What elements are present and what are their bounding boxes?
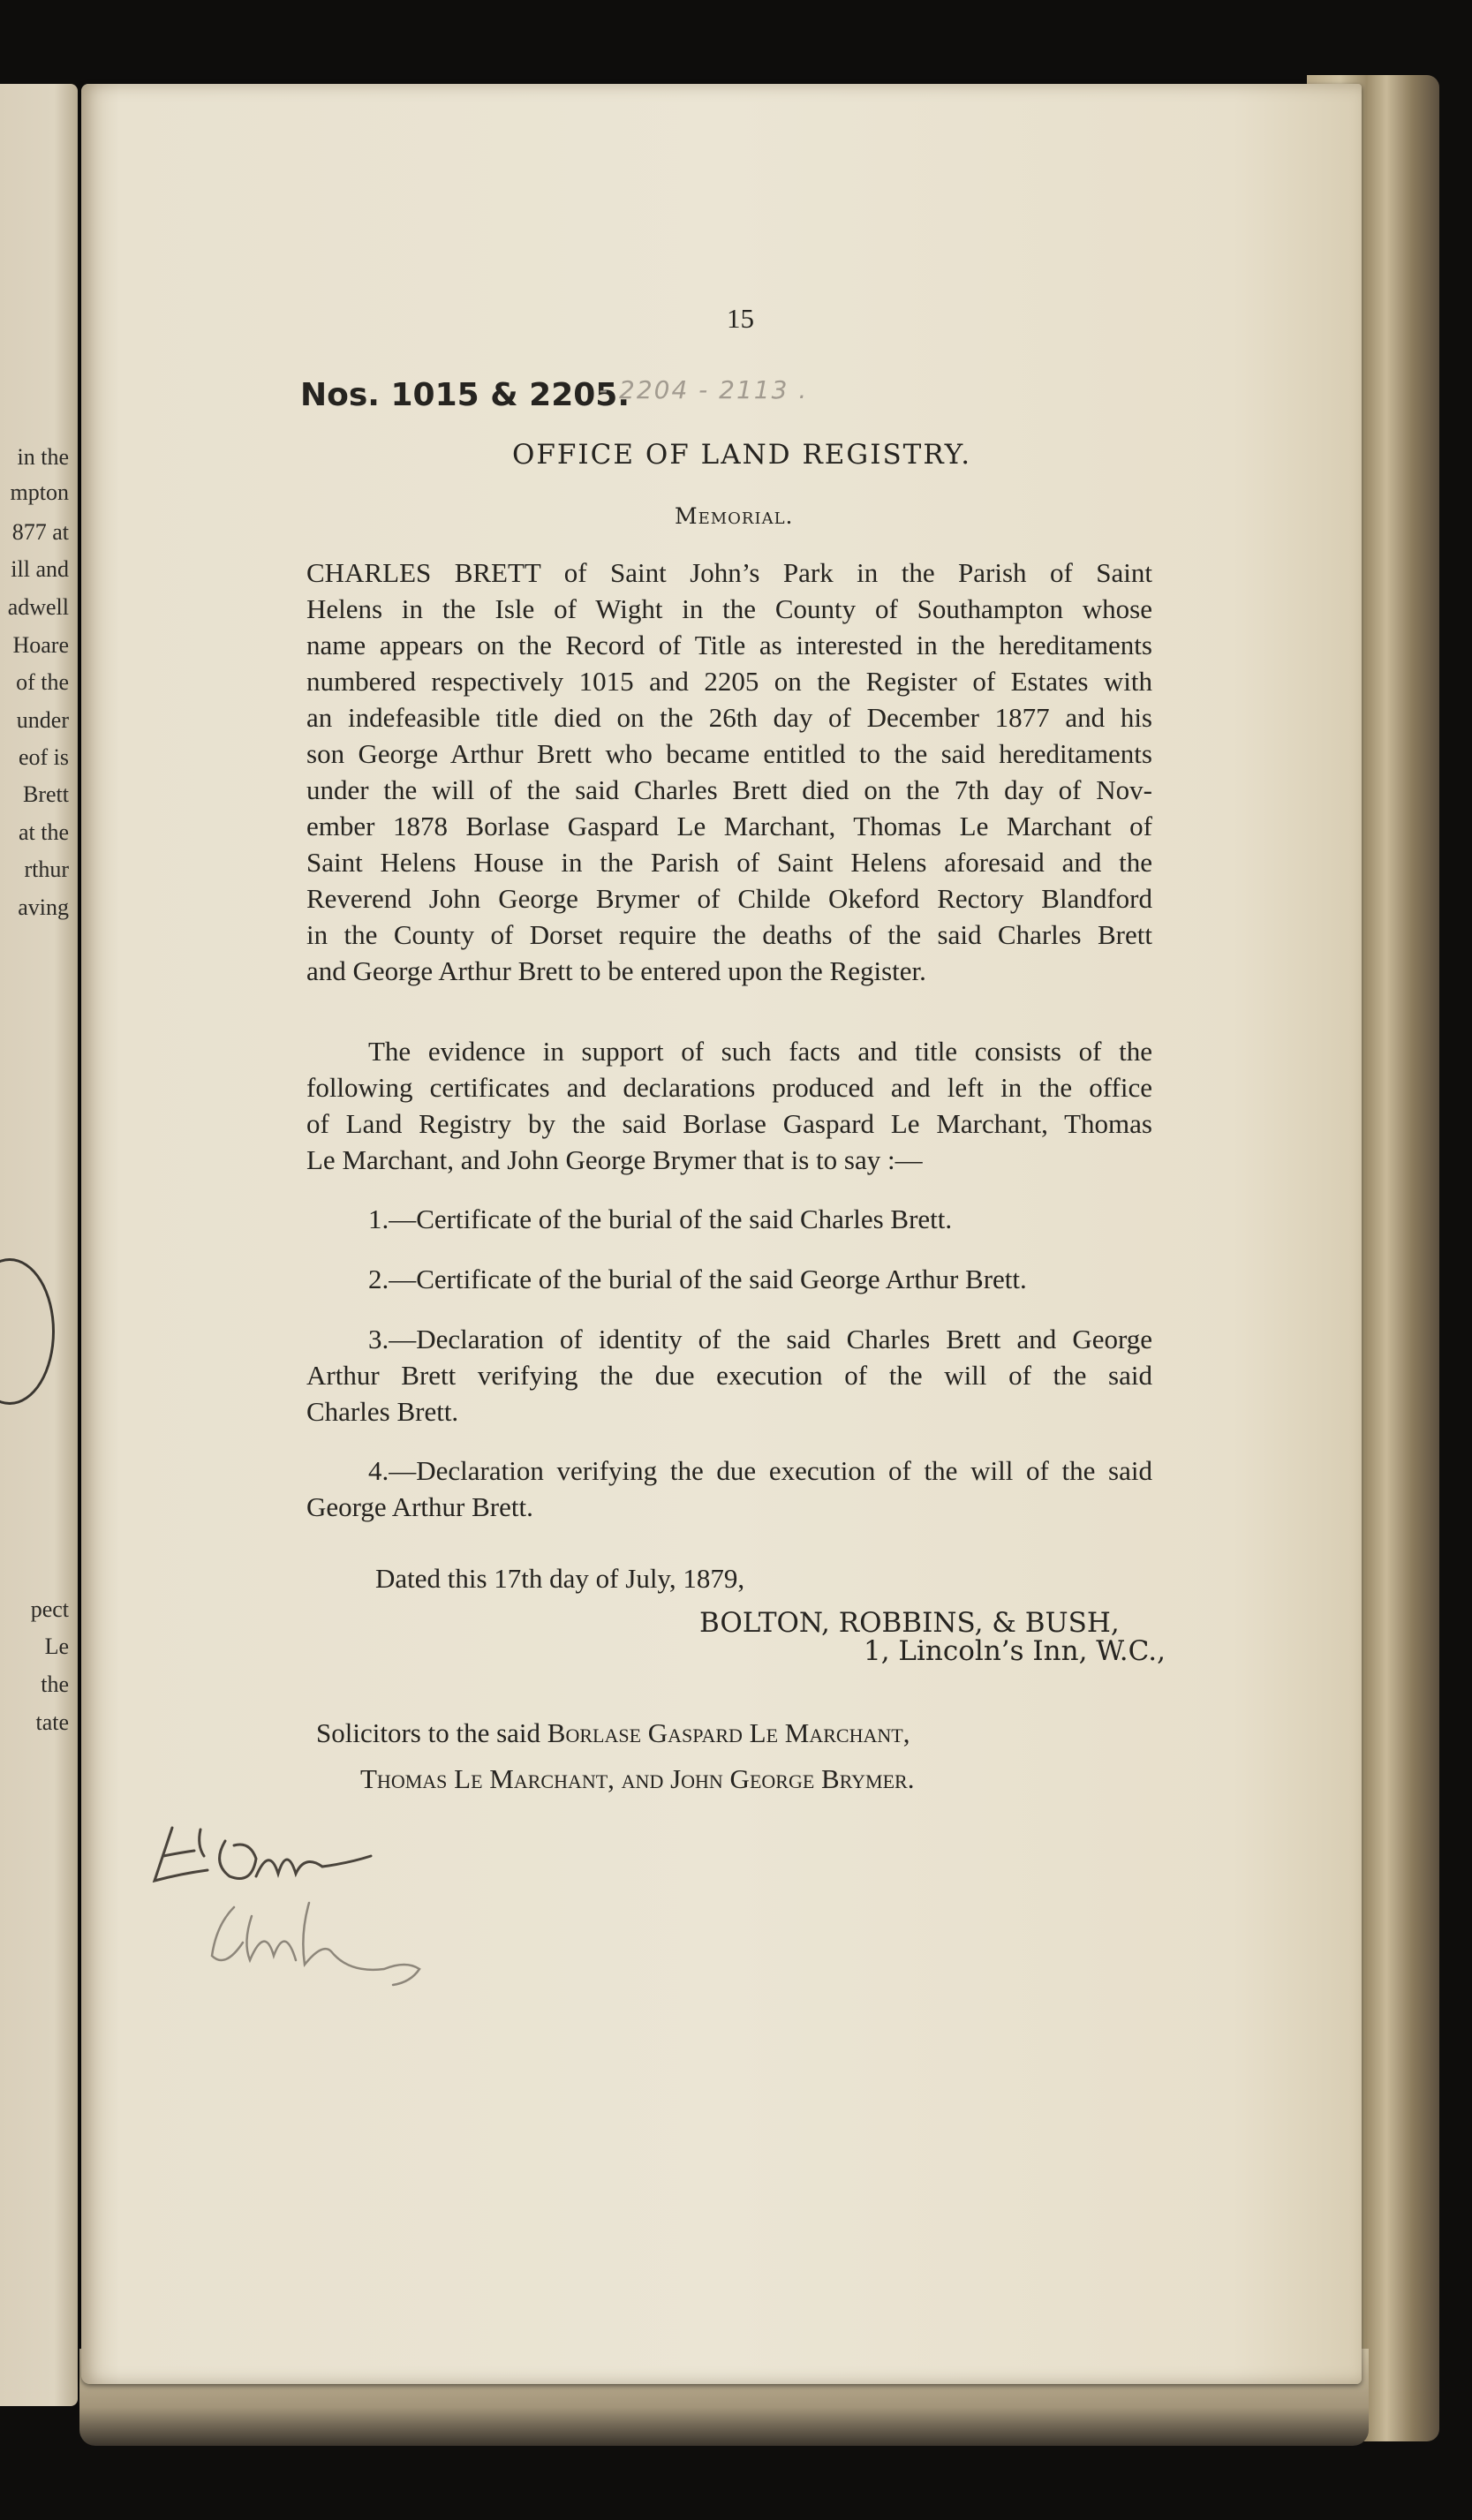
text-line: CHARLES BRETT of Saint John’s Park in the Parish of Saint <box>306 557 1152 588</box>
text-line: Helens in the Isle of Wight in the County of Southampton whose <box>306 593 1152 624</box>
left-page-fragment: in the <box>17 444 69 470</box>
embossed-seal <box>0 1258 55 1405</box>
left-page-fragment: of the <box>16 669 69 695</box>
solicitors-line-2: Thomas Le Marchant, and John George Brymer. <box>360 1763 915 1794</box>
left-page-fragment: rthur <box>24 856 69 882</box>
text-line: Arthur Brett verifying the due execution of the will of the said <box>306 1360 1152 1391</box>
text-line: 2.—Certificate of the burial of the said George Arthur Brett. <box>368 1264 1027 1294</box>
left-page-fragment: at the <box>18 819 69 845</box>
text-line: name appears on the Record of Title as interested in the hereditaments <box>306 630 1152 660</box>
text-line: ember 1878 Borlase Gaspard Le Marchant, Thomas Le Marchant of <box>306 811 1152 841</box>
text-line: of Land Registry by the said Borlase Gaspard Le Marchant, Thomas <box>306 1108 1152 1139</box>
text-line: following certificates and declarations produced and left in the office <box>306 1072 1152 1103</box>
item-3 <box>306 1321 1152 1430</box>
item-2 <box>306 1261 1152 1297</box>
text-line: Saint Helens House in the Parish of Saint Helens aforesaid and the <box>306 847 1152 878</box>
text-line: George Arthur Brett. <box>306 1491 533 1522</box>
paragraph-memorial <box>306 555 1152 989</box>
left-page-fragment: Le <box>44 1633 69 1659</box>
page-number: 15 <box>727 303 754 334</box>
handwritten-annotation: - 2204 - 2113 . <box>599 375 809 404</box>
left-page-fragment: the <box>41 1671 69 1697</box>
document-numbers: Nos. 1015 & 2205. <box>300 377 630 413</box>
text-line: The evidence in support of such facts and title consists of the <box>368 1036 1152 1067</box>
item-4 <box>306 1452 1152 1525</box>
left-page-fragment: adwell <box>7 594 69 620</box>
text-line: 1.—Certificate of the burial of the said Charles Brett. <box>368 1203 953 1234</box>
paragraph-evidence <box>306 1033 1152 1178</box>
text-line: in the County of Dorset require the deaths of the said Charles Brett <box>306 919 1152 950</box>
solicitors-line-1 <box>316 1717 910 1749</box>
left-page-edge <box>0 84 78 2406</box>
solicitor-address: 1, Lincoln’s Inn, W.C., <box>864 1635 1166 1667</box>
left-page-fragment: ill and <box>11 556 69 582</box>
text-line: numbered respectively 1015 and 2205 on the Register of Estates with <box>306 666 1152 697</box>
solicitors-prefix: Solicitors to the said <box>316 1717 547 1748</box>
text-line: under the will of the said Charles Brett died on the 7th day of Nov- <box>306 774 1152 805</box>
left-page-fragment: tate <box>35 1709 69 1735</box>
text-line: 4.—Declaration verifying the due execution of the will of the said <box>368 1455 1152 1486</box>
text-line: Charles Brett. <box>306 1396 459 1427</box>
text-line: Reverend John George Brymer of Childe Okeford Rectory Blandford <box>306 883 1152 914</box>
left-page-fragment: Brett <box>23 781 69 807</box>
text-line: and George Arthur Brett to be entered upon the Register. <box>306 955 926 986</box>
office-heading: OFFICE OF LAND REGISTRY. <box>512 439 972 471</box>
text-line: 3.—Declaration of identity of the said Charles Brett and George <box>368 1324 1152 1354</box>
left-page-fragment: pect <box>30 1596 69 1622</box>
handwritten-signature <box>146 1792 446 1996</box>
memorial-heading: Memorial. <box>675 503 794 529</box>
text-line: an indefeasible title died on the 26th day of December 1877 and his <box>306 702 1152 733</box>
left-page-fragment: Hoare <box>12 632 69 658</box>
left-page-fragment: mpton <box>10 479 69 505</box>
solicitors-names-1: Borlase Gaspard Le Marchant, <box>547 1717 910 1748</box>
text-line: son George Arthur Brett who became entitled to the said hereditaments <box>306 738 1152 769</box>
left-page-fragment: aving <box>18 894 69 920</box>
solicitor-firm: BOLTON, ROBBINS, & BUSH, <box>699 1607 1120 1639</box>
left-page-fragment: 877 at <box>11 519 69 545</box>
left-page-fragment: eof is <box>18 744 69 770</box>
item-1 <box>306 1201 1152 1237</box>
left-page-fragment: under <box>16 707 69 733</box>
text-line: Le Marchant, and John George Brymer that is to say :— <box>306 1144 923 1175</box>
dated-line: Dated this 17th day of July, 1879, <box>375 1563 745 1594</box>
